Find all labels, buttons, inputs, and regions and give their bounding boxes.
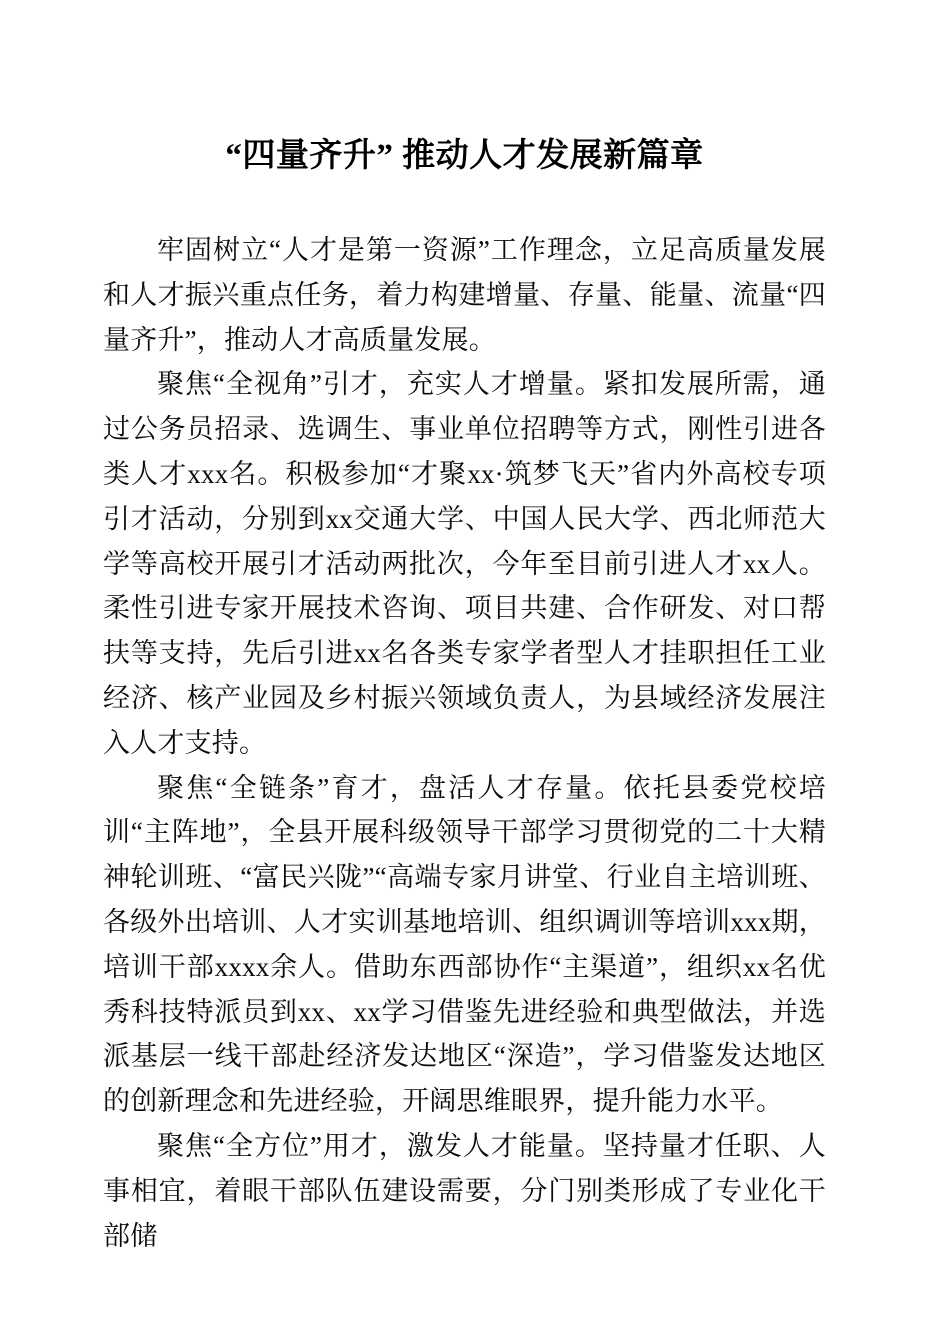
paragraph-intro: 牢固树立“人才是第一资源”工作理念，立足高质量发展和人才振兴重点任务，着力构建增量、存量、能量、流量“四量齐升”，推动人才高质量发展。: [103, 235, 826, 355]
paragraph-yongcai: 聚焦“全方位”用才，激发人才能量。坚持量才任职、人事相宜，着眼干部队伍建设需要，分门别类形成了专业化干部储: [103, 1130, 826, 1251]
paragraph-yucai: 聚焦“全链条”育才，盘活人才存量。依托县委党校培训“主阵地”，全县开展科级领导干部学习贯彻党的二十大精神轮训班、“富民兴陇”“高端专家月讲堂、行业自主培训班、各级外出培训、人才实训基地培训、组织调训等培训xxx期，培训干部xxxx余人。借助东西部协作“主渠道”，组织xx名优秀科技特派员到xx、xx学习借鉴先进经验和典型做法，并选派基层一线干部赴经济发达地区“深造”，学习借鉴发达地区的创新理念和先进经验，开阔思维眼界，提升能力水平。: [103, 772, 826, 1117]
document-body: [103, 228, 826, 1258]
document-title: “四量齐升” 推动人才发展新篇章: [225, 138, 704, 174]
paragraph-yincai: 聚焦“全视角”引才，充实人才增量。紧扣发展所需，通过公务员招录、选调生、事业单位招聘等方式，刚性引进各类人才xxx名。积极参加“才聚xx·筑梦飞天”省内外高校专项引才活动，分别到xx交通大学、中国人民大学、西北师范大学等高校开展引才活动两批次，今年至目前引进人才xx人。柔性引进专家开展技术咨询、项目共建、合作研发、对口帮扶等支持，先后引进xx名各类专家学者型人才挂职担任工业经济、核产业园及乡村振兴领域负责人，为县域经济发展注入人才支持。: [103, 369, 826, 758]
